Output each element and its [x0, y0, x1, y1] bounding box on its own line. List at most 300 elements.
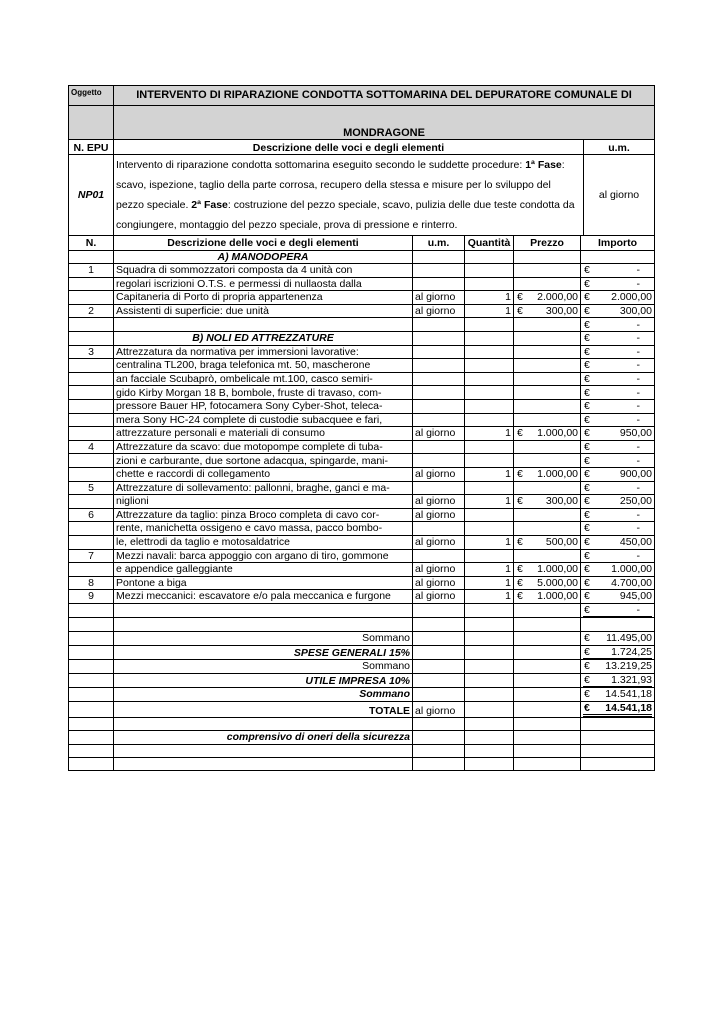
euro-symbol: € [517, 304, 523, 317]
row-number [69, 386, 114, 400]
row-description: niglioni [114, 495, 413, 509]
row-number: 9 [69, 590, 114, 604]
euro-symbol: € [517, 495, 523, 508]
row-quantity [465, 549, 514, 563]
row-amount-value: - [636, 481, 640, 494]
section-heading: A) MANODOPERA [114, 250, 413, 264]
row-price [514, 372, 581, 386]
total-amount-value: 14.541,18 [583, 702, 652, 718]
table-row [69, 481, 655, 495]
summary-unit: al giorno [413, 701, 465, 718]
document-title-line2: MONDRAGONE [114, 106, 655, 140]
row-amount-value: 450,00 [619, 536, 652, 549]
summary-label: SPESE GENERALI 15% [114, 645, 413, 660]
row-price-value: 1.000,00 [537, 427, 578, 440]
summary-unit [413, 660, 465, 674]
row-quantity [465, 413, 514, 427]
summary-row [69, 701, 655, 718]
row-amount-value: - [636, 318, 640, 331]
euro-symbol: € [584, 277, 590, 290]
row-amount [581, 495, 655, 509]
cost-breakdown-table [68, 236, 655, 771]
row-unit: al giorno [413, 427, 465, 441]
summary-unit [413, 673, 465, 688]
row-amount [581, 386, 655, 400]
np-description: Intervento di riparazione condotta sottomarina eseguito secondo le suddette procedure: 1ª Fase: scavo, ispezione, taglio della parte corrosa, recupero della stessa e misure per lo sviluppo del pezzo speciale. 2ª Fase: costruzione del pezzo speciale, scavo, pulizia delle due teste condotta da congiungere, montaggio del pezzo speciale, prova di pressione e rinterro. [114, 155, 584, 236]
table-row [69, 618, 655, 632]
row-price [514, 549, 581, 563]
row-unit [413, 413, 465, 427]
row-unit [413, 440, 465, 454]
col-number-header: N. [69, 236, 114, 250]
row-quantity [465, 277, 514, 291]
euro-symbol: € [584, 522, 590, 535]
row-description: pressore Bauer HP, fotocamera Sony Cyber-Shot, teleca- [114, 400, 413, 414]
row-description: attrezzature personali e materiali di consumo [114, 427, 413, 441]
table-row [69, 277, 655, 291]
section-heading: B) NOLI ED ATTREZZATURE [114, 332, 413, 346]
row-unit: al giorno [413, 468, 465, 482]
row-quantity [465, 522, 514, 536]
row-amount-value: 900,00 [619, 468, 652, 481]
row-amount-value: - [636, 264, 640, 277]
row-quantity [465, 264, 514, 278]
table-row [69, 468, 655, 482]
row-price-value: 300,00 [545, 495, 578, 508]
euro-symbol: € [517, 563, 523, 576]
row-price [514, 386, 581, 400]
row-price [514, 413, 581, 427]
row-description: Attrezzatura da normativa per immersioni lavorative: [114, 345, 413, 359]
row-quantity [465, 359, 514, 373]
euro-symbol: € [517, 291, 523, 304]
table-row [69, 400, 655, 414]
safety-costs-note: comprensivo di oneri della sicurezza [114, 731, 413, 745]
row-number [69, 400, 114, 414]
row-unit [413, 318, 465, 332]
row-amount-value: - [636, 549, 640, 562]
summary-label: TOTALE [114, 701, 413, 718]
summary-row [69, 632, 655, 646]
euro-symbol: € [584, 688, 590, 701]
estimate-document [68, 85, 654, 771]
row-unit [413, 454, 465, 468]
row-unit [413, 481, 465, 495]
summary-row [69, 688, 655, 702]
row-description: e appendice galleggiante [114, 563, 413, 577]
np-unit: al giorno [584, 155, 655, 236]
row-amount [581, 454, 655, 468]
summary-unit [413, 688, 465, 702]
row-number [69, 563, 114, 577]
row-unit: al giorno [413, 495, 465, 509]
row-price [514, 440, 581, 454]
euro-symbol: € [584, 673, 590, 686]
summary-label: Sommano [114, 688, 413, 702]
row-price [514, 481, 581, 495]
row-quantity [465, 250, 514, 264]
euro-symbol: € [584, 468, 590, 481]
row-amount [581, 508, 655, 522]
row-unit [413, 549, 465, 563]
row-quantity [465, 454, 514, 468]
row-quantity [465, 481, 514, 495]
row-unit: al giorno [413, 291, 465, 305]
summary-amount-value: 11.495,00 [606, 632, 652, 645]
row-number: 4 [69, 440, 114, 454]
euro-symbol: € [584, 304, 590, 317]
row-amount-value: - [636, 332, 640, 345]
row-quantity [465, 332, 514, 346]
row-number [69, 427, 114, 441]
summary-amount-value: 1.321,93 [583, 674, 652, 688]
row-unit [413, 603, 465, 618]
row-price [514, 535, 581, 549]
row-price [514, 495, 581, 509]
row-unit: al giorno [413, 590, 465, 604]
oggetto-label: Oggetto [69, 86, 114, 106]
row-amount-value: 945,00 [619, 590, 652, 603]
summary-row [69, 660, 655, 674]
row-unit: al giorno [413, 563, 465, 577]
row-quantity: 1 [465, 563, 514, 577]
row-amount-value: - [636, 345, 640, 358]
euro-symbol: € [584, 413, 590, 426]
row-amount [581, 318, 655, 332]
euro-symbol: € [584, 440, 590, 453]
row-quantity [465, 386, 514, 400]
summary-amount [581, 688, 655, 702]
row-number: 8 [69, 576, 114, 590]
row-description: regolari iscrizioni O.T.S. e permessi di nullaosta dalla [114, 277, 413, 291]
row-description: gido Kirby Morgan 18 B, bombole, fruste di travaso, com- [114, 386, 413, 400]
summary-label: Sommano [114, 660, 413, 674]
euro-symbol: € [584, 495, 590, 508]
row-quantity [465, 318, 514, 332]
row-amount [581, 563, 655, 577]
row-amount-value: - [636, 386, 640, 399]
summary-amount-value: 13.219,25 [605, 660, 652, 673]
table-row [69, 576, 655, 590]
row-description: Pontone a biga [114, 576, 413, 590]
table-row [69, 454, 655, 468]
table-row [69, 495, 655, 509]
euro-symbol: € [584, 645, 590, 658]
row-number [69, 318, 114, 332]
row-amount [581, 535, 655, 549]
row-description: Assistenti di superficie: due unità [114, 304, 413, 318]
row-price [514, 603, 581, 618]
row-number [69, 372, 114, 386]
row-price [514, 618, 581, 632]
row-price [514, 264, 581, 278]
euro-symbol: € [584, 427, 590, 440]
row-number [69, 454, 114, 468]
table-row [69, 603, 655, 618]
table-row [69, 563, 655, 577]
row-amount-value: - [636, 400, 640, 413]
row-quantity: 1 [465, 590, 514, 604]
euro-symbol: € [584, 345, 590, 358]
row-number [69, 359, 114, 373]
row-number [69, 277, 114, 291]
row-price-value: 5.000,00 [537, 576, 578, 589]
header-table [68, 85, 655, 236]
euro-symbol: € [517, 468, 523, 481]
euro-symbol: € [584, 632, 590, 645]
col-quantity-header: Quantità [465, 236, 514, 250]
row-description: rente, manichetta ossigeno e cavo massa, pacco bombo- [114, 522, 413, 536]
row-amount [581, 427, 655, 441]
row-number: 7 [69, 549, 114, 563]
euro-symbol: € [584, 264, 590, 277]
row-unit [413, 345, 465, 359]
row-unit [413, 264, 465, 278]
summary-label: UTILE IMPRESA 10% [114, 673, 413, 688]
row-price [514, 508, 581, 522]
row-description: le, elettrodi da taglio e motosaldatrice [114, 535, 413, 549]
row-description: Attrezzature da scavo: due motopompe complete di tuba- [114, 440, 413, 454]
table-row [69, 535, 655, 549]
row-unit: al giorno [413, 508, 465, 522]
row-price-value: 500,00 [545, 536, 578, 549]
row-quantity [465, 603, 514, 618]
row-price [514, 277, 581, 291]
euro-symbol: € [584, 603, 590, 616]
euro-symbol: € [584, 508, 590, 521]
row-quantity: 1 [465, 535, 514, 549]
euro-symbol: € [584, 660, 590, 673]
euro-symbol: € [584, 701, 590, 714]
summary-amount [581, 673, 655, 688]
row-price [514, 590, 581, 604]
table-row [69, 291, 655, 305]
euro-symbol: € [584, 549, 590, 562]
row-number [69, 535, 114, 549]
row-description: centralina TL200, braga telefonica mt. 50, mascherone [114, 359, 413, 373]
row-price [514, 468, 581, 482]
row-quantity: 1 [465, 495, 514, 509]
row-price-value: 2.000,00 [537, 291, 578, 304]
row-amount [581, 345, 655, 359]
row-amount-value: - [636, 372, 640, 385]
row-price [514, 563, 581, 577]
row-price-value: 1.000,00 [537, 563, 578, 576]
row-amount-value: 1.000,00 [611, 563, 652, 576]
table-row [69, 549, 655, 563]
row-unit: al giorno [413, 304, 465, 318]
row-number [69, 250, 114, 264]
row-amount [581, 264, 655, 278]
summary-amount [581, 632, 655, 646]
row-number: 1 [69, 264, 114, 278]
row-amount-value: 300,00 [619, 304, 652, 317]
row-number [69, 618, 114, 632]
table-row [69, 372, 655, 386]
row-price-value: 300,00 [545, 304, 578, 317]
row-amount-value: 950,00 [619, 427, 652, 440]
row-amount [581, 277, 655, 291]
row-amount [581, 603, 655, 618]
row-amount [581, 468, 655, 482]
row-description: chette e raccordi di collegamento [114, 468, 413, 482]
euro-symbol: € [584, 563, 590, 576]
table-row [69, 359, 655, 373]
row-quantity: 1 [465, 468, 514, 482]
euro-symbol: € [584, 386, 590, 399]
euro-symbol: € [584, 359, 590, 372]
row-amount [581, 413, 655, 427]
euro-symbol: € [584, 332, 590, 345]
row-unit [413, 277, 465, 291]
row-price [514, 400, 581, 414]
table-row [69, 590, 655, 604]
euro-symbol: € [584, 372, 590, 385]
row-amount-value: - [636, 359, 640, 372]
row-amount-value: 2.000,00 [611, 291, 652, 304]
total-amount [581, 701, 655, 718]
row-amount [581, 400, 655, 414]
summary-amount [581, 645, 655, 660]
row-amount-value: - [636, 277, 640, 290]
table-row [69, 522, 655, 536]
row-amount [581, 590, 655, 604]
row-amount [581, 440, 655, 454]
row-amount [581, 481, 655, 495]
row-amount [581, 372, 655, 386]
row-amount [581, 522, 655, 536]
table-row [69, 304, 655, 318]
col-amount-header: Importo [581, 236, 655, 250]
row-unit [413, 386, 465, 400]
summary-amount-value: 1.724,25 [583, 646, 652, 660]
row-unit [413, 618, 465, 632]
row-quantity [465, 345, 514, 359]
table-row [69, 427, 655, 441]
row-amount-value: - [636, 508, 640, 521]
row-amount [581, 549, 655, 563]
row-amount-value: - [636, 522, 640, 535]
row-price [514, 345, 581, 359]
summary-unit [413, 632, 465, 646]
row-price [514, 359, 581, 373]
row-quantity: 1 [465, 291, 514, 305]
row-quantity [465, 440, 514, 454]
summary-label: Sommano [114, 632, 413, 646]
row-number [69, 603, 114, 618]
row-number [69, 332, 114, 346]
row-number: 2 [69, 304, 114, 318]
row-description: Mezzi navali: barca appoggio con argano di tiro, gommone [114, 549, 413, 563]
document-title-line1: INTERVENTO DI RIPARAZIONE CONDOTTA SOTTOMARINA DEL DEPURATORE COMUNALE DI [114, 86, 655, 106]
row-number [69, 291, 114, 305]
table-row [69, 413, 655, 427]
row-price [514, 427, 581, 441]
row-amount [581, 304, 655, 318]
np-code: NP01 [69, 155, 114, 236]
table-row [69, 345, 655, 359]
row-amount-value: - [583, 604, 652, 618]
row-quantity [465, 508, 514, 522]
table-row [69, 440, 655, 454]
row-amount [581, 359, 655, 373]
row-number: 6 [69, 508, 114, 522]
row-quantity [465, 400, 514, 414]
summary-row [69, 673, 655, 688]
euro-symbol: € [517, 427, 523, 440]
row-description: Attrezzature da taglio: pinza Broco completa di cavo cor- [114, 508, 413, 522]
row-price [514, 576, 581, 590]
col-unit-header: u.m. [413, 236, 465, 250]
row-quantity: 1 [465, 304, 514, 318]
euro-symbol: € [584, 536, 590, 549]
table-row [69, 332, 655, 346]
row-unit [413, 372, 465, 386]
row-description: Squadra di sommozzatori composta da 4 unità con [114, 264, 413, 278]
row-description [114, 318, 413, 332]
summary-unit [413, 645, 465, 660]
table-row [69, 264, 655, 278]
table-row [69, 250, 655, 264]
euro-symbol: € [584, 576, 590, 589]
row-description: mera Sony HC-24 complete di custodie subacquee e fari, [114, 413, 413, 427]
row-amount-value: - [636, 440, 640, 453]
row-quantity: 1 [465, 576, 514, 590]
euro-symbol: € [584, 318, 590, 331]
row-amount [581, 332, 655, 346]
row-quantity: 1 [465, 427, 514, 441]
row-amount-value: - [636, 413, 640, 426]
row-price [514, 332, 581, 346]
row-price-value: 1.000,00 [537, 468, 578, 481]
row-number: 3 [69, 345, 114, 359]
row-quantity [465, 372, 514, 386]
row-price [514, 304, 581, 318]
row-price [514, 250, 581, 264]
row-quantity [465, 618, 514, 632]
table-row [69, 386, 655, 400]
row-unit [413, 250, 465, 264]
euro-symbol: € [584, 291, 590, 304]
row-price [514, 291, 581, 305]
row-unit [413, 359, 465, 373]
row-number [69, 413, 114, 427]
row-unit [413, 332, 465, 346]
row-unit: al giorno [413, 535, 465, 549]
row-description: Mezzi meccanici: escavatore e/o pala meccanica e furgone [114, 590, 413, 604]
row-description [114, 603, 413, 618]
row-number [69, 522, 114, 536]
row-price-value: 1.000,00 [537, 590, 578, 603]
euro-symbol: € [517, 590, 523, 603]
epu-unit-header: u.m. [584, 140, 655, 155]
row-price [514, 454, 581, 468]
summary-row [69, 645, 655, 660]
epu-description-header: Descrizione delle voci e degli elementi [114, 140, 584, 155]
row-description [114, 618, 413, 632]
row-unit: al giorno [413, 576, 465, 590]
euro-symbol: € [584, 590, 590, 603]
row-description: zioni e carburante, due sortone adacqua, spingarde, mani- [114, 454, 413, 468]
row-amount-value: 4.700,00 [611, 576, 652, 589]
col-description-header: Descrizione delle voci e degli elementi [114, 236, 413, 250]
col-price-header: Prezzo [514, 236, 581, 250]
row-unit [413, 522, 465, 536]
row-amount [581, 250, 655, 264]
row-price [514, 522, 581, 536]
row-amount-value: - [636, 454, 640, 467]
summary-amount [581, 660, 655, 674]
